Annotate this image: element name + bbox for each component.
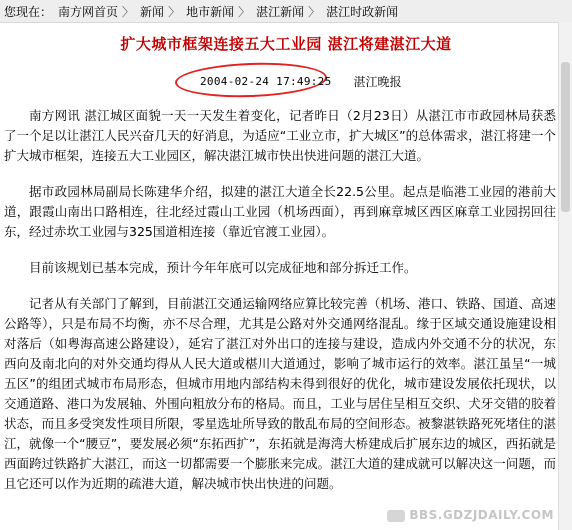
breadcrumb-item-politics-news[interactable]: 湛江时政新闻 <box>326 4 399 19</box>
breadcrumb <box>0 0 572 23</box>
breadcrumb-separator: 〉 <box>122 4 135 19</box>
breadcrumb-separator: 〉 <box>238 4 251 19</box>
breadcrumb-separator: 〉 <box>168 4 181 19</box>
breadcrumb-label: 您现在： <box>4 4 53 19</box>
watermark-logo-icon <box>387 510 405 522</box>
article-paragraph: 目前该规划已基本完成，预计今年年底可以完成征地和部分拆迁工作。 <box>29 260 417 275</box>
breadcrumb-separator: 〉 <box>308 4 321 19</box>
breadcrumb-item-news[interactable]: 新闻 <box>140 4 165 19</box>
watermark <box>387 508 554 522</box>
breadcrumb-item-home[interactable]: 南方网首页 <box>58 4 119 19</box>
article-paragraph: 据市政园林局副局长陈建华介绍，拟建的湛江大道全长22.5公里。起点是临港工业园的港前大道，跟霞山南出口路相连，往北经过霞山工业园（机场西面），再到麻章城区西区麻章工业园拐回往东，经过赤坎工业园与325国道相连接（靠近官渡工业园）。 <box>4 184 556 239</box>
article-title: 扩大城市框架连接五大工业园 湛江将建湛江大道 <box>120 35 452 53</box>
watermark-text: BBS.GDZJDAILY.COM <box>409 508 554 522</box>
article-paragraph: 记者从有关部门了解到，目前湛江交通运输网络应算比较完善（机场、港口、铁路、国道、高速公路等），只是布局不均衡，亦不尽合理，尤其是公路对外交通网络混乱。缘于区域交通设施建设相对落后（如粤海高速公路建设），延宕了湛江对外出口的连接与建设，造成内外交通不分的状况，东西向及南北向的对外交通均得从人民大道或椹川大道通过，影响了城市运行的效率。湛江虽呈“一城五区”的组团式城市布局形态，但城市用地内部结构未得到很好的优化，城市建设发展依托现状，以交通道路、港口为发展轴、外围向粗放分布的格局。而且，工业与居住呈相互交织、犬牙交错的胶着状态，而且多受突发性项目所限，零星选址所导致的散乱布局的空间形态。被黎湛铁路死死堵住的湛江，就像一个“腰豆”，要发展必须“东拓西扩”，东拓就是海湾大桥建成后扩展东边的城区，西拓就是西面跨过铁路扩大湛江，而这一切都需要一个膨胀来完成。湛江大道的建成就可以解决这一问题，而且它还可以作为近期的疏港大道，解决城市快出快进的问题。 <box>4 296 556 491</box>
publish-date: 2004-02-24 17:49:25 <box>200 74 332 88</box>
article-body <box>4 106 556 510</box>
article-source: 湛江晚报 <box>353 74 402 89</box>
breadcrumb-item-zhanjiang-news[interactable]: 湛江新闻 <box>256 4 305 19</box>
scrollbar-thumb[interactable] <box>561 62 570 212</box>
vertical-scrollbar[interactable] <box>558 22 572 530</box>
breadcrumb-item-city-news[interactable]: 地市新闻 <box>186 4 235 19</box>
article-paragraph: 南方网讯 湛江城区面貌一天一天发生着变化，记者昨日（2月23日）从湛江市市政园林局获悉了一个足以让湛江人民兴奋几天的好消息，为适应“工业立市，扩大城区”的总体需求，湛江将建一个扩大城市框架，连接五大工业园区，解决湛江城市快出快进问题的湛江大道。 <box>4 108 556 163</box>
article-meta <box>200 73 402 89</box>
